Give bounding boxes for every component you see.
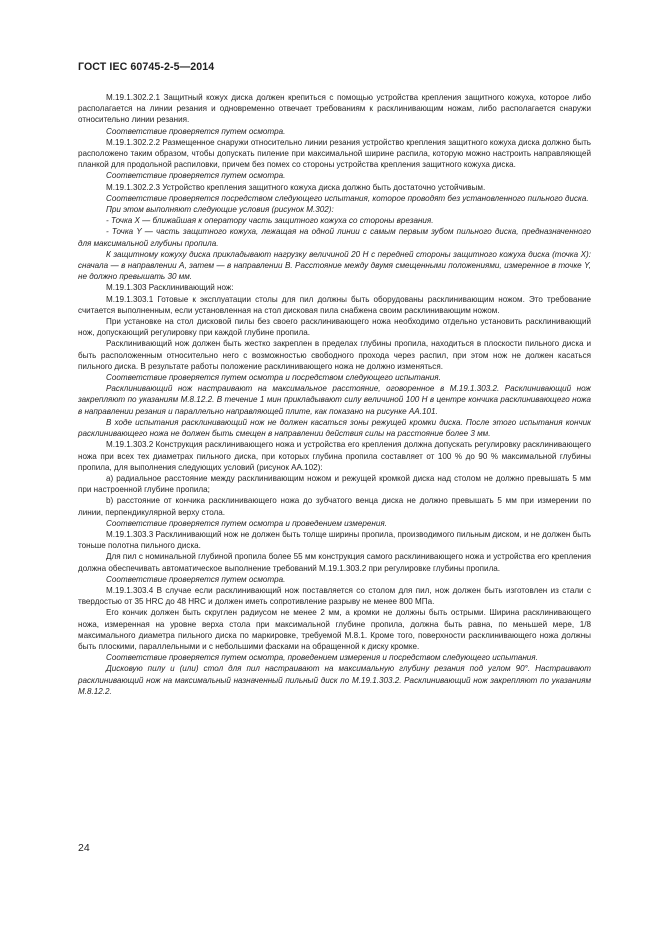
compliance-paragraph: К защитному кожуху диска прикладывают нагрузку величиной 20 Н с передней стороны защитного кожуха диска (точка X): сначала — в направлении A, затем — в направлении B. Расстояние между двумя смещенными положениями, измеренное в точке Y, не должно превышать 30 мм. <box>78 249 591 282</box>
clause-paragraph: a) радиальное расстояние между расклинивающим ножом и режущей кромкой диска над столом не должно превышать 5 мм при настроенной глубине пропила; <box>78 473 591 495</box>
clause-paragraph: M.19.1.303.3 Расклинивающий нож не должен быть толще ширины пропила, производимого пильным диском, и не должен быть тоньше полотна пильного диска. <box>78 529 591 551</box>
clause-paragraph: Его кончик должен быть скруглен радиусом не менее 2 мм, а кромки не должны быть острыми. Ширина расклинивающего ножа, измеренная на уровне верха стола при максимальной глубине пропила, должна быть равна, по меньшей мере, 1/8 максимального диаметра пильного диска по маркировке, требуемой M.8.1. Кроме того, поверхности расклинивающего ножа должны быть плоскими, параллельными и с небольшими фасками на обращенной к диску кромке. <box>78 608 591 651</box>
compliance-paragraph: В ходе испытания расклинивающий нож не должен касаться зоны режущей кромки диска. После этого испытания кончик расклинивающего ножа не должен быть смещен в направлении действия силы на расстояние более 3 мм. <box>78 417 591 439</box>
clause-paragraph: M.19.1.302.2.1 Защитный кожух диска должен крепиться с помощью устройства крепления защитного кожуха, которое либо располагается на линии резания и одновременно отвечает требованиям к расклинивающим ножам, либо располагается снаружи относительно линии резания. <box>78 93 591 125</box>
clause-paragraph: M.19.1.303.4 В случае если расклинивающий нож поставляется со столом для пил, нож должен быть изготовлен из стали с твердостью от 35 HRC до 48 HRC и должен иметь сопротивление разрыву не менее 800 МПа. <box>78 585 591 607</box>
clause-paragraph: M.19.1.303.2 Конструкция расклинивающего ножа и устройства его крепления должна допускать регулировку расклинивающего ножа при всех тех диаметрах пильного диска, при которых глубина пропила составляет от 100 % до 90 % максимальной глубины пропила, для выполнения следующих условий (рисунок AA.102): <box>78 440 591 472</box>
clause-paragraph: При установке на стол дисковой пилы без своего расклинивающего ножа необходимо отдельно установить расклинивающий нож, допускающий регулировку при каждой глубине пропила. <box>78 317 591 338</box>
clause-paragraph: Для пил с номинальной глубиной пропила более 55 мм конструкция самого расклинивающего ножа и устройства его крепления должна обеспечивать автоматическое выполнение требований M.19.1.303.2 при регулировке глубины пропила. <box>78 552 591 573</box>
compliance-paragraph: Соответствие проверяется путем осмотра. <box>106 171 286 181</box>
compliance-paragraph: - Точка X — ближайшая к оператору часть защитного кожуха со стороны врезания. <box>106 216 434 226</box>
clause-paragraph: b) расстояние от кончика расклинивающего ножа до зубчатого венца диска не должно превышать 5 мм при измерении по линии, перпендикулярной верху стола. <box>78 496 591 517</box>
compliance-paragraph: Соответствие проверяется путем осмотра, проведением измерения и посредством следующего испытания. <box>106 653 538 663</box>
clause-paragraph: M.19.1.302.2.3 Устройство крепления защитного кожуха диска должно быть достаточно устойчивым. <box>106 182 486 192</box>
compliance-paragraph: Соответствие проверяется путем осмотра и посредством следующего испытания. <box>106 373 441 383</box>
clause-paragraph: M.19.1.303 Расклинивающий нож: <box>106 283 234 293</box>
compliance-paragraph: Расклинивающий нож настраивают на максимальное расстояние, оговоренное в M.19.1.303.2. Расклинивающий нож закрепляют по указаниям M.8.12.2. В течение 1 мин прикладывают силу величиной 100 Н в центре кончика расклинивающего ножа в направлении резания и параллельно направляющей плите, как показано на рисунке AA.101. <box>78 384 591 416</box>
compliance-paragraph: Соответствие проверяется посредством следующего испытания, которое проводят без установленного пильного диска. <box>106 193 589 203</box>
page-number: 24 <box>78 842 90 854</box>
compliance-paragraph: При этом выполняют следующие условия (рисунок M.302): <box>106 205 334 215</box>
compliance-paragraph: Соответствие проверяется путем осмотра и проведением измерения. <box>106 518 387 528</box>
compliance-paragraph: Соответствие проверяется путем осмотра. <box>106 574 286 584</box>
compliance-paragraph: Соответствие проверяется путем осмотра. <box>106 126 286 136</box>
clause-paragraph: M.19.1.302.2.2 Размещенное снаружи относительно линии резания устройство крепления защитного кожуха диска должно быть расположено таким образом, чтобы допускать пиление при максимальной ширине распила, которую можно настроить направляющей планкой для продольной распиловки, причем без помех со стороны устройства крепления защитного кожуха диска. <box>78 137 591 170</box>
clause-paragraph: Расклинивающий нож должен быть жестко закреплен в пределах глубины пропила, находиться в плоскости пильного диска и быть расположенным относительно него с возможностью свободного прохода через распил, при этом нож не должен касаться пильного диска. В результате работы положение расклинивающего ножа не должно изменяться. <box>78 339 591 371</box>
standard-header: ГОСТ IEC 60745-2-5—2014 <box>78 61 215 73</box>
clause-paragraph: M.19.1.303.1 Готовые к эксплуатации столы для пил должны быть оборудованы расклинивающим ножом. Это требование считается выполненным, если установленная на стол дисковая пила снабжена своим расклинивающим ножом. <box>78 294 591 315</box>
compliance-paragraph: - Точка Y — часть защитного кожуха, лежащая на одной линии с самым первым зубом пильного диска, предназначенного для максимальной глубины пропила. <box>78 227 591 248</box>
document-body <box>78 92 591 697</box>
compliance-paragraph: Дисковую пилу и (или) стол для пил настраивают на максимальную глубину резания под углом 90°. Настраивают расклинивающий нож на максимальный назначенный пильный диск по M.19.1.303.2. Расклинивающий нож закрепляют по указаниям M.8.12.2. <box>78 664 591 696</box>
